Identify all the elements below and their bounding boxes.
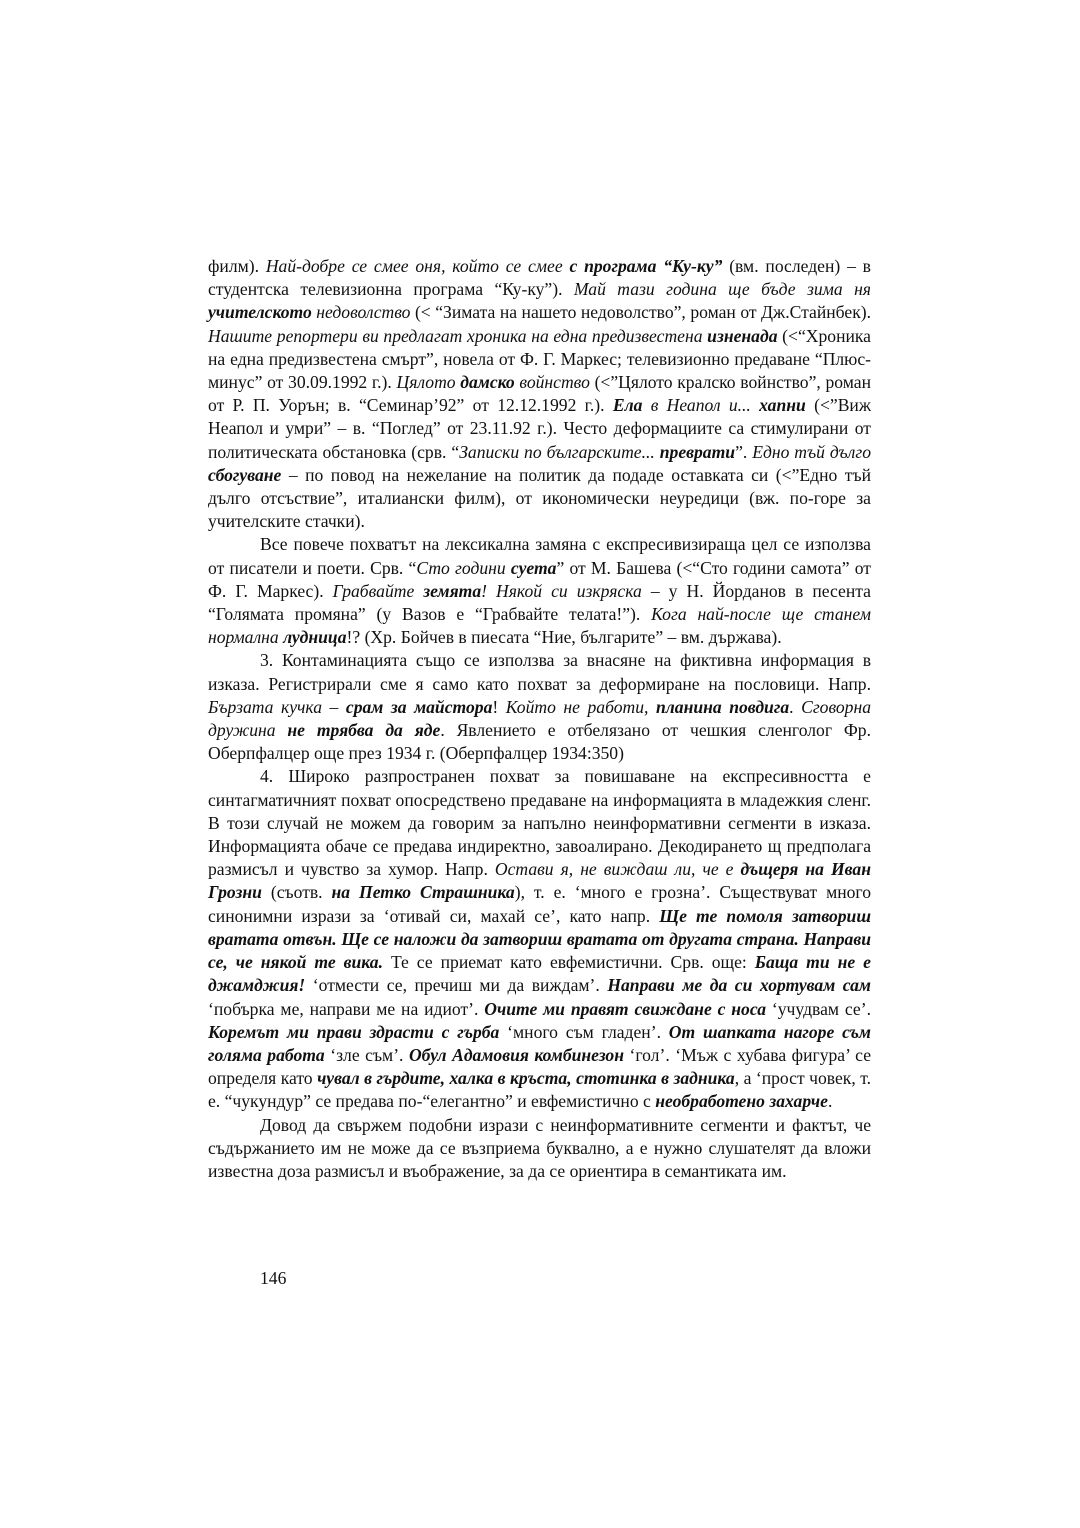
- bold-italic-text: хапни: [759, 395, 806, 416]
- text-run: ‘гол’. ‘Мъж с хубава фигура’ се определя като: [208, 1044, 871, 1089]
- italic-text: Бързата кучка –: [208, 696, 346, 717]
- paragraph: [208, 765, 871, 1113]
- bold-italic-text: Очите ми правят свиждане с носа: [484, 998, 767, 1019]
- paragraph: [208, 255, 871, 533]
- text-run: (съотв.: [261, 882, 332, 903]
- text-run: 3. Контаминацията също се използва за внасяне на фиктивна информация в изказа. Регистрирали сме я само като похват за деформиране на пословици. Напр.: [208, 650, 871, 694]
- bold-italic-text: не трябва да яде: [287, 720, 441, 741]
- bold-italic-text: с програма “Ку-ку”: [569, 256, 723, 276]
- italic-text: войнство: [514, 372, 590, 393]
- bold-italic-text: Ще те помоля затвориш вратата отвън. Ще се наложи да затвориш вратата от другата страна. Направи се, че някой те вика.: [208, 905, 871, 973]
- text-run: ‘учудвам се’.: [766, 998, 871, 1019]
- bold-italic-text: изненада: [707, 325, 778, 346]
- italic-text: Който не работи,: [505, 696, 656, 717]
- bold-italic-text: земята: [423, 580, 482, 601]
- text-run: Все повече похватът на лексикална замяна с експресивизираща цел се използва от писатели и поети. Срв. “: [208, 534, 871, 578]
- paragraph: [208, 1114, 871, 1184]
- bold-italic-text: лудница: [283, 627, 347, 648]
- bold-italic-text: необработено захарче: [655, 1091, 828, 1112]
- bold-italic-text: на Петко Страшника: [331, 882, 515, 903]
- page-number: 146: [260, 1268, 287, 1288]
- text-run: .: [827, 1091, 833, 1112]
- bold-italic-text: дъщеря на Иван Грозни: [208, 859, 871, 903]
- italic-text: Сговорна дружина: [208, 696, 871, 741]
- text-run: , а ‘прост човек, т. е. “чукундур” се предава по-“елегантно” и евфемистично с: [208, 1068, 871, 1112]
- bold-italic-text: Направи ме да си хортувам сам: [607, 975, 871, 996]
- text-run: (< “Зимата на нашето недоволство”, роман от Дж.Стайнбек).: [410, 302, 871, 323]
- text-run: Те се приемат като евфемистични. Срв. още:: [382, 952, 755, 973]
- bold-italic-text: Баща ти не е джамджия!: [208, 952, 871, 996]
- paragraph: [208, 649, 871, 765]
- italic-text: ! Някой си изкряска: [481, 580, 642, 601]
- bold-italic-text: Коремът ми прави здрасти с гърба: [208, 1021, 500, 1042]
- text-run: ”.: [735, 441, 753, 462]
- text-run: !: [492, 696, 506, 717]
- text-run: (<”Цялото кралско войнство”, роман от Р. П. Уорън; в. “Семинар’92” от 12.12.1992 г.).: [208, 372, 872, 416]
- text-run: 4. Широко разпространен похват за повишаване на експресивността е синтагматичният похват опосредствено предаване на информацията в младежкия сленг. В този случай не можем да говорим за напълно неинформативни сегменти в изказа. Информацията обаче се предава индиректно, завоалирано. Декодирането щ предполага размисъл и чувство за хумор. Напр.: [208, 766, 871, 880]
- text-run: ” от М. Башева (<“Сто години самота” от Ф. Г. Маркес).: [208, 557, 871, 601]
- italic-text: Остави я, не виждаш ли, че е: [494, 859, 741, 880]
- bold-italic-text: Ела: [612, 395, 643, 416]
- italic-text: Едно тъй дълго: [752, 441, 871, 462]
- bold-italic-text: Обул Адамовия комбинезон: [408, 1044, 624, 1065]
- italic-text: Цялото: [396, 372, 461, 393]
- text-run: ‘отмести се, пречиш ми да виждам’.: [305, 975, 608, 996]
- text-run: (<“Хроника на една предизвестена смърт”, новела от Ф. Г. Маркес; телевизионно предаване “Плюс-минус” от 30.09.1992 г.).: [208, 325, 871, 393]
- bold-italic-text: планина повдига: [655, 696, 790, 717]
- italic-text: Сто години: [416, 557, 511, 578]
- bold-italic-text: От шапката нагоре съм голяма работа: [208, 1021, 871, 1065]
- italic-text: Кога най-после ще станем нормална: [208, 604, 871, 648]
- italic-text: в Неапол и...: [642, 395, 760, 416]
- bold-italic-text: учителското: [208, 302, 312, 323]
- text-run: (<”Виж Неапол и умри” – в. “Поглед” от 23.11.92 г.). Често деформациите са стимулирани от политическата обстановка (срв. “: [208, 395, 871, 462]
- bold-italic-text: преврати: [659, 441, 736, 462]
- text-run: ‘много съм гладен’.: [499, 1021, 669, 1042]
- bold-italic-text: сбогуване: [208, 464, 282, 485]
- italic-text: Записки по българските...: [459, 441, 660, 462]
- text-run: ‘побърка ме, направи ме на идиот’.: [208, 998, 485, 1019]
- text-run: !? (Хр. Бойчев в пиесата “Ние, българите” – вм. държава).: [346, 627, 782, 648]
- text-run: – у Н. Йорданов в песента “Голямата промяна” (у Вазов е “Грабвайте телата!”).: [208, 580, 871, 625]
- italic-text: Нашите репортери ви предлагат хроника на една предизвестена: [208, 325, 708, 346]
- text-run: . Явлението е отбелязано от чешкия сленголог Фр. Оберпфалцер още през 1934 г. (Оберпфалцер 1934:350): [208, 720, 872, 764]
- text-run: ‘зле съм’.: [324, 1044, 409, 1065]
- text-run: (вм. последен) – в студентска телевизионна програма “Ку-ку”).: [208, 256, 871, 300]
- bold-italic-text: дамско: [460, 372, 515, 393]
- text-run: – по повод на нежелание на политик да подаде оставката си (<”Едно тъй дълго отсъствие”, италиански филм), от икономически неуредици (вж. по-горе за учителските стачки).: [208, 464, 871, 532]
- bold-italic-text: чувал в гърдите, халка в кръста, стотинка в задника: [317, 1068, 735, 1089]
- text-run: филм).: [208, 256, 266, 276]
- text-run: .: [789, 696, 802, 717]
- italic-text: недоволство: [311, 302, 411, 323]
- text-run: ), т. е. ‘много е грозна’. Съществуват много синонимни изрази за ‘отивай си, махай се’, като напр.: [208, 882, 871, 926]
- italic-text: Май тази година ще бъде зима ня: [573, 279, 871, 300]
- bold-italic-text: суета: [510, 557, 557, 578]
- italic-text: Най-добре се смее оня, който се смее: [265, 256, 570, 276]
- body-text: [208, 255, 871, 1183]
- text-run: Довод да свържем подобни изрази с неинформативните сегменти и фактът, че съдържанието им не може да се възприема буквално, а е нужно слушателят да вложи известна доза размисъл и въображение, за да се ориентира в семантиката им.: [208, 1114, 871, 1181]
- paragraph: [208, 533, 871, 649]
- italic-text: Грабвайте: [332, 580, 424, 601]
- bold-italic-text: срам за майстора: [345, 696, 493, 717]
